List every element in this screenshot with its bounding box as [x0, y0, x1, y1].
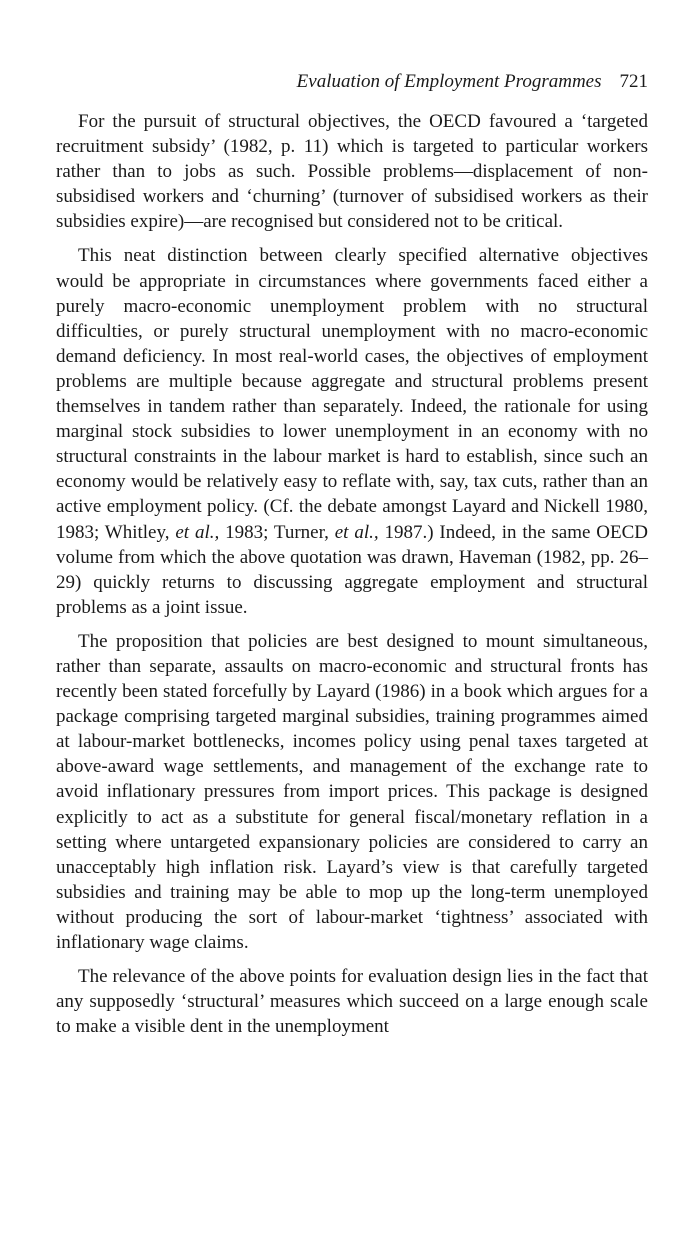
citation-et-al: et al., — [175, 521, 220, 543]
running-head — [56, 70, 648, 94]
text-span: The relevance of the above points for evaluation design lies in the fact that any supposedly ‘structural’ measures which succeed on a large enough scale to make a visible dent in the unemployment — [56, 966, 648, 1038]
paragraph-1 — [56, 109, 648, 234]
page-number: 721 — [619, 71, 648, 92]
text-span: 1987.) Indeed, in the same OECD volume from which the above quotation was drawn, Haveman (1982, pp. 26–29) quickly returns to discussing aggregate employment and structural problems as a joint issue. — [56, 521, 649, 618]
paragraph-3 — [56, 629, 648, 955]
citation-et-al: et al., — [334, 521, 379, 543]
paragraph-2 — [56, 243, 648, 619]
running-title: Evaluation of Employment Programmes — [296, 71, 602, 92]
text-span: This neat distinction between clearly specified alternative objectives would be appropriate in circumstances where governments faced either a purely macro-economic unemployment problem with no structural difficulties, or purely structural unemployment with no macro-economic demand deficiency. In most real-world cases, the objectives of employment problems are multiple because aggregate and structural problems present themselves in tandem rather than separately. Indeed, the rationale for using marginal stock subsidies to lower unemployment in an economy with no structural constraints in the labour market is hard to establish, since such an economy would be relatively easy to reflate with, say, tax cuts, rather than an active employment policy. (Cf. the debate amongst Layard and Nickell 1980, 1983; Whitley, — [56, 245, 648, 543]
body-text — [56, 109, 648, 1039]
text-span: 1983; Turner, — [219, 521, 335, 543]
book-page — [56, 70, 648, 1048]
text-span: The proposition that policies are best designed to mount simultaneous, rather than separate, assaults on macro-economic and structural fronts has recently been stated forcefully by Layard (1986) in a book which argues for a package comprising targeted marginal subsidies, training programmes aimed at labour-market bottlenecks, incomes policy using penal taxes targeted at above-award wage settlements, and management of the exchange rate to avoid inflationary pressures from import prices. This package is designed explicitly to act as a substitute for general fiscal/monetary reflation in a setting where untargeted expansionary policies are considered to carry an unacceptably high inflation risk. Layard’s view is that carefully targeted subsidies and training may be able to mop up the long-term unemployed without producing the sort of labour-market ‘tightness’ associated with inflationary wage claims. — [56, 630, 648, 953]
text-span: For the pursuit of structural objectives, the OECD favoured a ‘targeted recruitment subsidy’ (1982, p. 11) which is targeted to particular workers rather than to jobs as such. Possible problems—displacement of non-subsidised workers and ‘churning’ (turnover of subsidised workers as their subsidies expire)—are recognised but considered not to be critical. — [56, 111, 648, 233]
paragraph-4 — [56, 964, 648, 1039]
